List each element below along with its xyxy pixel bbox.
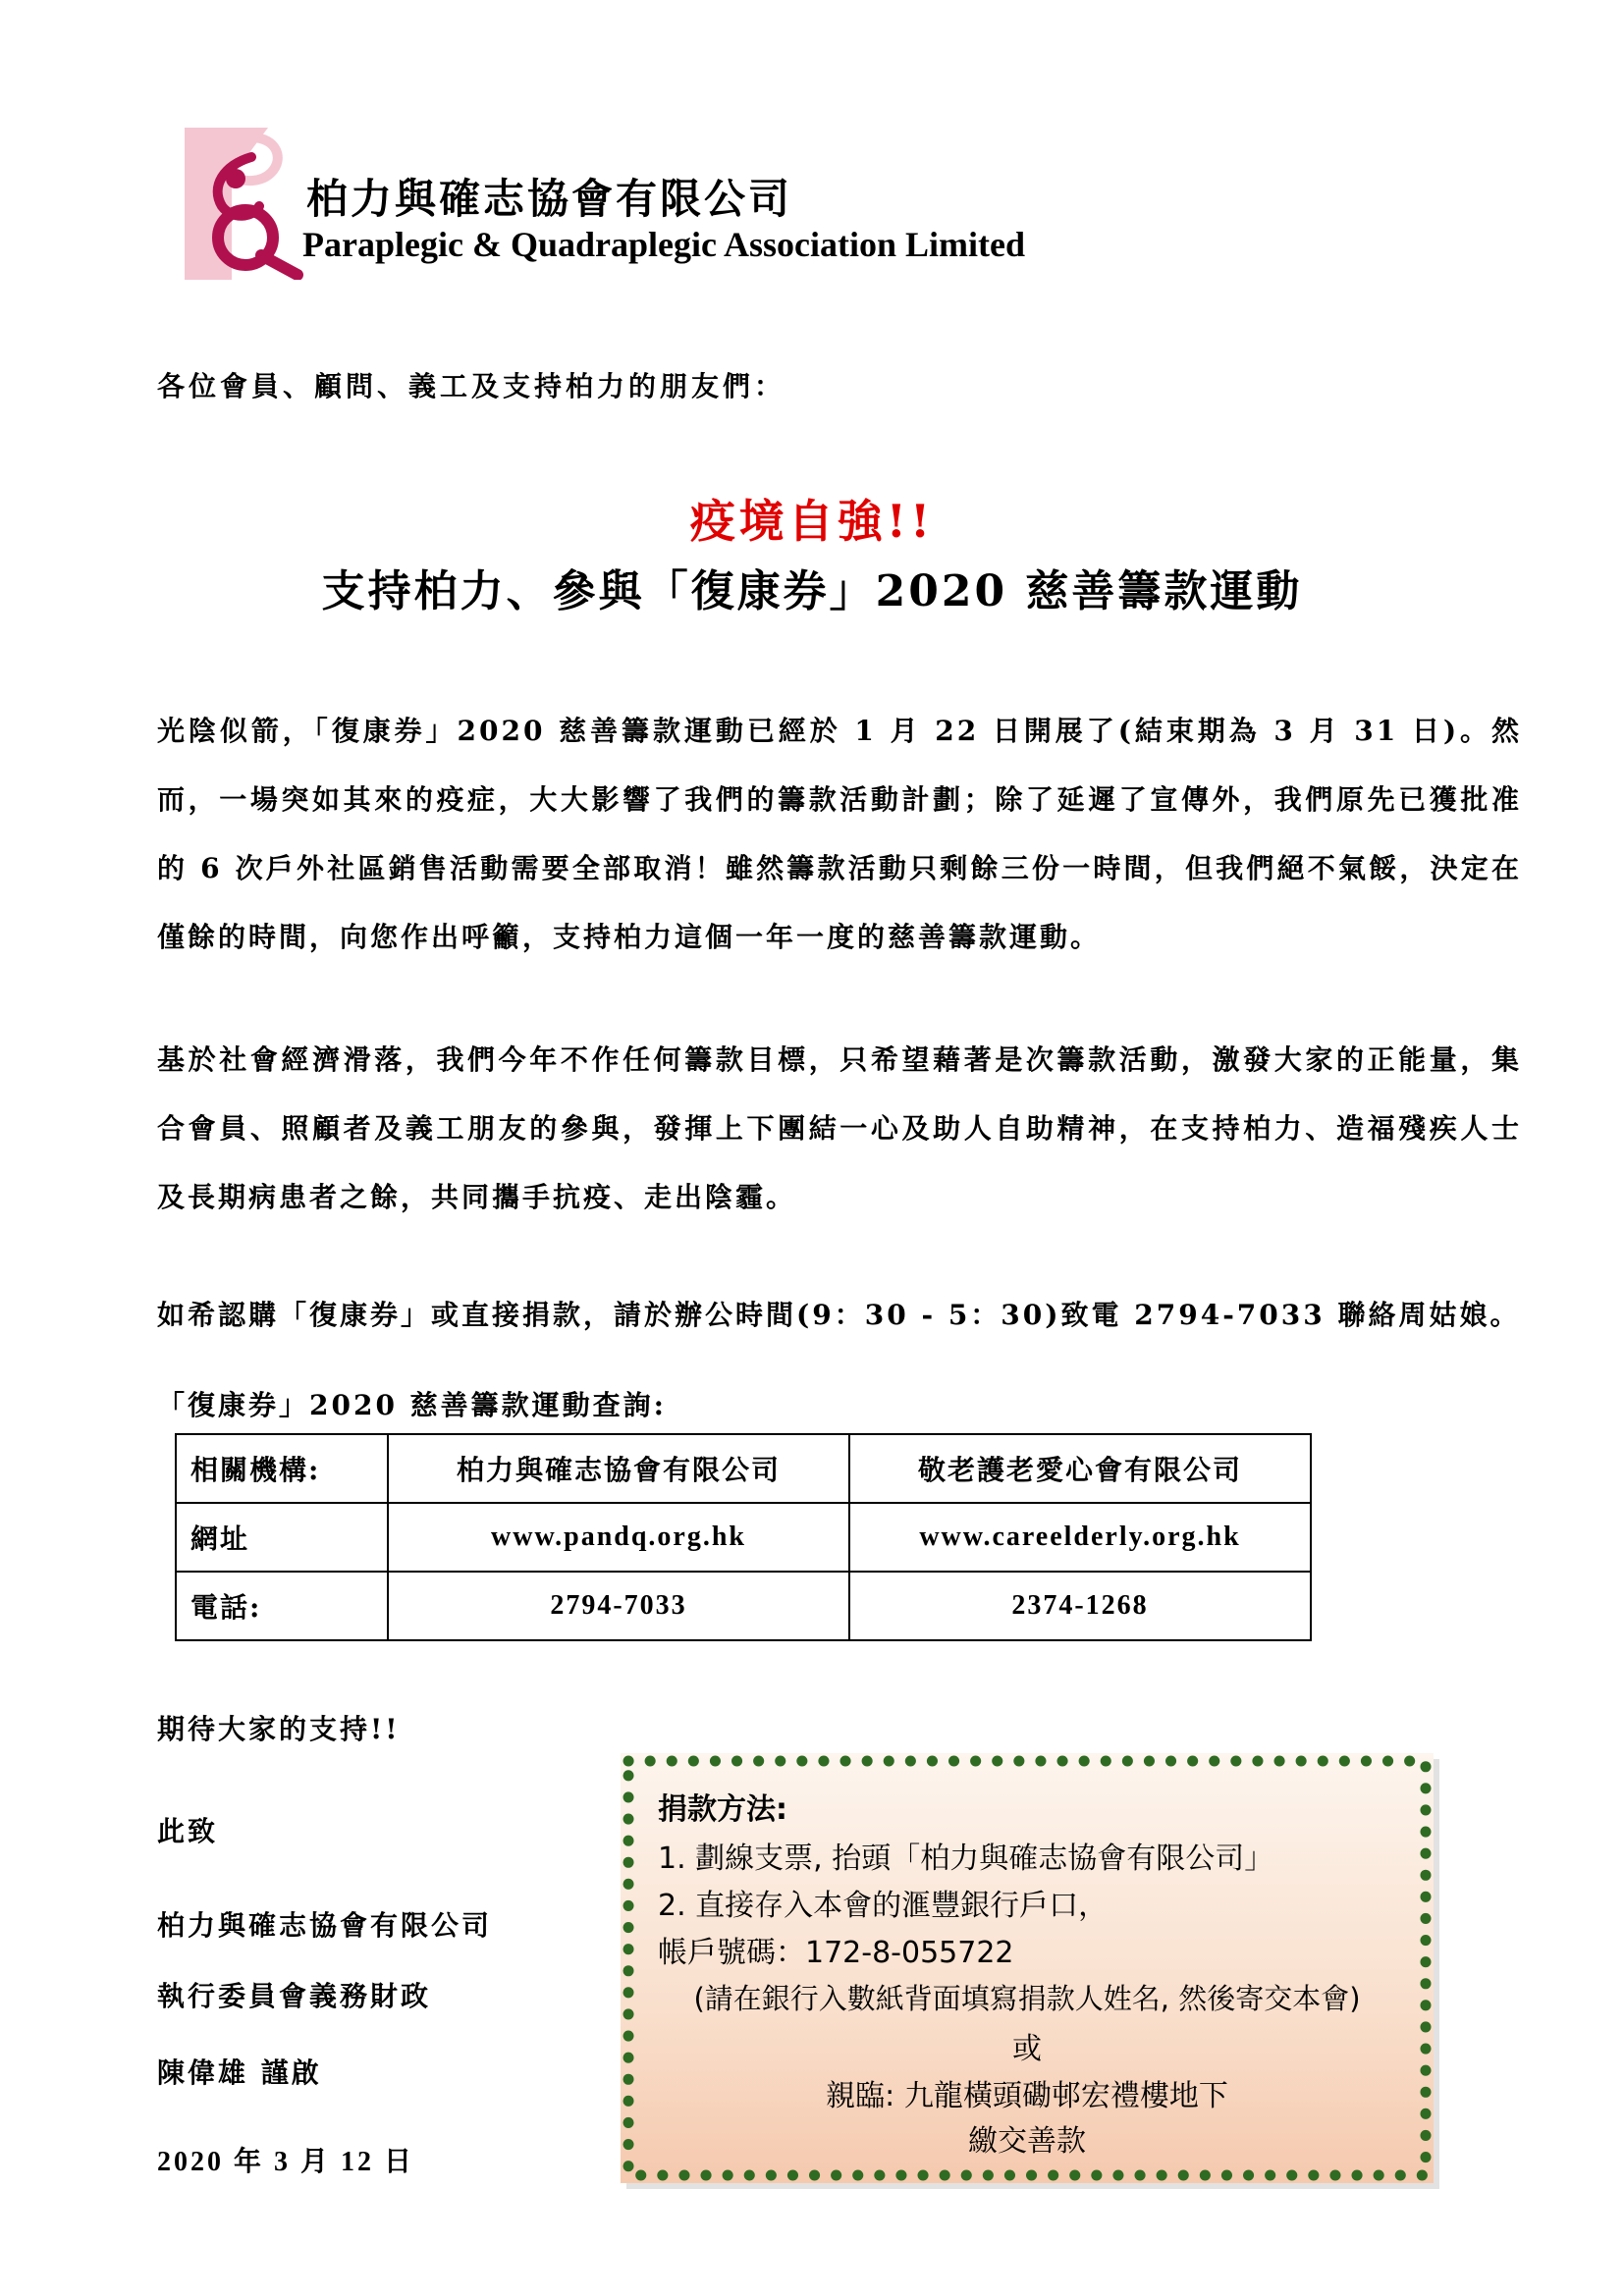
bank-account: 帳戶號碼：172-8-055722 bbox=[658, 1936, 1014, 1970]
phone-number: 2374-1268 bbox=[849, 1572, 1311, 1640]
pq-logo-icon bbox=[175, 118, 312, 280]
donation-line: 繳交善款 bbox=[968, 2124, 1086, 2159]
donation-address: 親臨: 九龍橫頭磡邨宏禮樓地下 bbox=[826, 2079, 1228, 2113]
headline-subtitle: 支持柏力、參與「復康券」2020 慈善籌款運動 bbox=[321, 566, 1303, 616]
donation-or: 或 bbox=[1012, 2032, 1042, 2066]
donation-note: (請在銀行入數紙背面填寫捐款人姓名, 然後寄交本會) bbox=[693, 1982, 1361, 2015]
table-cell: 敬老護老愛心會有限公司 bbox=[849, 1434, 1311, 1503]
query-title: 「復康券」2020 慈善籌款運動查詢: bbox=[157, 1389, 668, 1421]
inquiry-table bbox=[175, 1433, 1312, 1641]
table-cell: 相關機構: bbox=[176, 1434, 388, 1503]
website-link[interactable]: www.pandq.org.hk bbox=[388, 1503, 849, 1572]
contact-line: 如希認購「復康券」或直接捐款，請於辦公時間(9：30 - 5：30)致電 2794-7033 聯絡周姑娘。 bbox=[157, 1299, 1521, 1331]
table-cell: 電話: bbox=[176, 1572, 388, 1640]
donation-line: 1. 劃線支票, 抬頭「柏力與確志協會有限公司」 bbox=[658, 1842, 1274, 1876]
table-row bbox=[176, 1434, 1311, 1503]
closing-org: 柏力與確志協會有限公司 bbox=[157, 1909, 493, 1942]
table-row bbox=[176, 1503, 1311, 1572]
donation-method-box bbox=[621, 1753, 1434, 2183]
table-cell: 網址 bbox=[176, 1503, 388, 1572]
body-paragraph-1: 光陰似箭，「復康券」2020 慈善籌款運動已經於 1 月 22 日開展了(結束期為 3 月 31 日)。然而，一場突如其來的疫症，大大影響了我們的籌款活動計劃；除了延遲了宣傳外，我們原先已獲批准的 6 次戶外社區銷售活動需要全部取消！雖然籌款活動只剩餘三份一時間，但我們絕不氣餒，決定在僅餘的時間，向您作出呼籲，支持柏力這個一年一度的慈善籌款運動。 bbox=[157, 715, 1522, 953]
body-paragraph-2: 基於社會經濟滑落，我們今年不作任何籌款目標，只希望藉著是次籌款活動，激發大家的正能量，集合會員、照顧者及義工朋友的參與，發揮上下團結一心及助人自助精神，在支持柏力、造福殘疾人士及長期病患者之餘，共同攜手抗疫、走出陰霾。 bbox=[157, 1043, 1522, 1213]
closing-signer: 陳偉雄 謹啟 bbox=[157, 2056, 322, 2089]
phone-number: 2794-7033 bbox=[388, 1572, 849, 1640]
closing-regards: 此致 bbox=[157, 1815, 219, 1847]
website-link[interactable]: www.careelderly.org.hk bbox=[849, 1503, 1311, 1572]
org-name-en: Paraplegic & Quadraplegic Association Limited bbox=[302, 225, 1025, 264]
closing-role: 執行委員會義務財政 bbox=[157, 1980, 432, 2012]
closing-date: 2020 年 3 月 12 日 bbox=[157, 2147, 415, 2177]
headline-title: 疫境自強!! bbox=[689, 495, 935, 548]
closing-hope: 期待大家的支持!! bbox=[157, 1713, 401, 1745]
table-cell: 柏力與確志協會有限公司 bbox=[388, 1434, 849, 1503]
donation-line: 2. 直接存入本會的滙豐銀行戶口， bbox=[658, 1889, 1109, 1923]
table-row bbox=[176, 1572, 1311, 1640]
donation-title: 捐款方法: bbox=[658, 1792, 787, 1827]
org-name-cn: 柏力與確志協會有限公司 bbox=[306, 175, 793, 223]
salutation: 各位會員、顧問、義工及支持柏力的朋友們： bbox=[157, 370, 786, 402]
